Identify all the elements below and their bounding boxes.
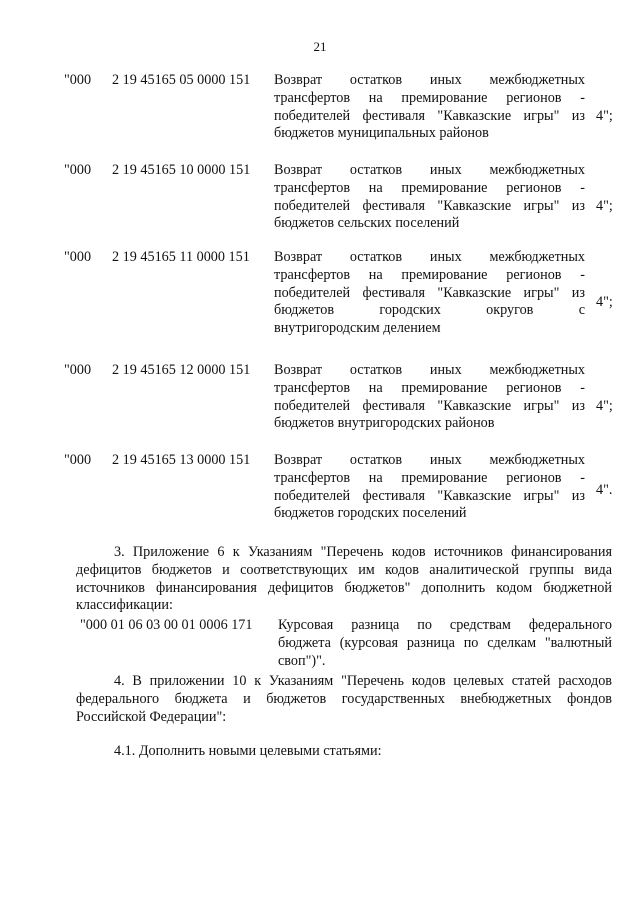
- description-line: победителей фестиваля "Кавказские игры" из: [274, 284, 585, 301]
- description-line: Возврат остатков иных межбюджетных: [274, 72, 585, 88]
- description-line: бюджетов муниципальных районов: [274, 125, 489, 142]
- code-prefix: "000: [64, 452, 92, 468]
- description-line: победителей фестиваля "Кавказские игры" из: [274, 487, 585, 504]
- description-line: победителей фестиваля "Кавказские игры" из: [274, 397, 585, 414]
- description-line: внутригородским делением: [274, 320, 441, 337]
- paragraph-4-1: 4.1. Дополнить новыми целевыми статьями:: [114, 743, 382, 759]
- description-line: трансфертов на премирование регионов -: [274, 179, 585, 196]
- description-line: Возврат остатков иных межбюджетных: [274, 249, 585, 265]
- code-description: [274, 452, 585, 523]
- row-suffix: 4";: [596, 198, 613, 214]
- budget-code: 2 19 45165 11 0000 151: [112, 249, 250, 265]
- paragraph-4: [76, 673, 612, 726]
- paragraph-line: классификации:: [76, 597, 173, 614]
- description-line: трансфертов на премирование регионов -: [274, 266, 585, 283]
- description-line: трансфертов на премирование регионов -: [274, 379, 585, 396]
- description-line: бюджетов сельских поселений: [274, 215, 460, 232]
- paragraph-line: 3. Приложение 6 к Указаниям "Перечень кодов источников финансирования: [114, 544, 612, 560]
- code-description: [274, 362, 585, 433]
- row-suffix: 4";: [596, 108, 613, 124]
- description-line: трансфертов на премирование регионов -: [274, 469, 585, 486]
- code-prefix: "000: [64, 72, 92, 88]
- description-line: победителей фестиваля "Кавказские игры" из: [274, 197, 585, 214]
- budget-code: 2 19 45165 05 0000 151: [112, 72, 251, 88]
- code-description: [274, 162, 585, 233]
- budget-code: 2 19 45165 10 0000 151: [112, 162, 251, 178]
- paragraph-line: 4. В приложении 10 к Указаниям "Перечень кодов целевых статей расходов: [114, 673, 612, 689]
- description-line: Возврат остатков иных межбюджетных: [274, 362, 585, 378]
- code-prefix: "000: [64, 249, 92, 265]
- description-line: бюджетов городских округов с: [274, 302, 585, 319]
- code-description: [274, 249, 585, 338]
- row-suffix: 4";: [596, 398, 613, 414]
- budget-code: 2 19 45165 12 0000 151: [112, 362, 251, 378]
- row-suffix: 4".: [596, 482, 613, 498]
- code-prefix: "000: [64, 162, 92, 178]
- page-number: 21: [313, 39, 327, 54]
- description-line: Возврат остатков иных межбюджетных: [274, 162, 585, 178]
- source-code: "000 01 06 03 00 01 0006 171: [80, 617, 253, 633]
- description-line: трансфертов на премирование регионов -: [274, 89, 585, 106]
- paragraph-3: [76, 544, 612, 615]
- row-suffix: 4";: [596, 294, 613, 310]
- description-line: Курсовая разница по средствам федерального: [278, 617, 612, 633]
- description-line: своп")".: [278, 652, 326, 669]
- code-prefix: "000: [64, 362, 92, 378]
- paragraph-line: источников финансирования дефицитов бюджетов" дополнить кодом бюджетной: [76, 579, 612, 596]
- description-line: Возврат остатков иных межбюджетных: [274, 452, 585, 468]
- description-line: бюджета (курсовая разница по сделкам "валютный: [278, 634, 612, 651]
- budget-code: 2 19 45165 13 0000 151: [112, 452, 251, 468]
- source-description: [278, 617, 612, 670]
- paragraph-line: дефицитов бюджетов и соответствующих им кодов аналитической группы вида: [76, 561, 612, 578]
- description-line: победителей фестиваля "Кавказские игры" из: [274, 107, 585, 124]
- code-description: [274, 72, 585, 143]
- description-line: бюджетов внутригородских районов: [274, 415, 495, 432]
- paragraph-line: Российской Федерации":: [76, 708, 227, 725]
- description-line: бюджетов городских поселений: [274, 505, 467, 522]
- paragraph-line: федерального бюджета и бюджетов государственных внебюджетных фондов: [76, 690, 612, 707]
